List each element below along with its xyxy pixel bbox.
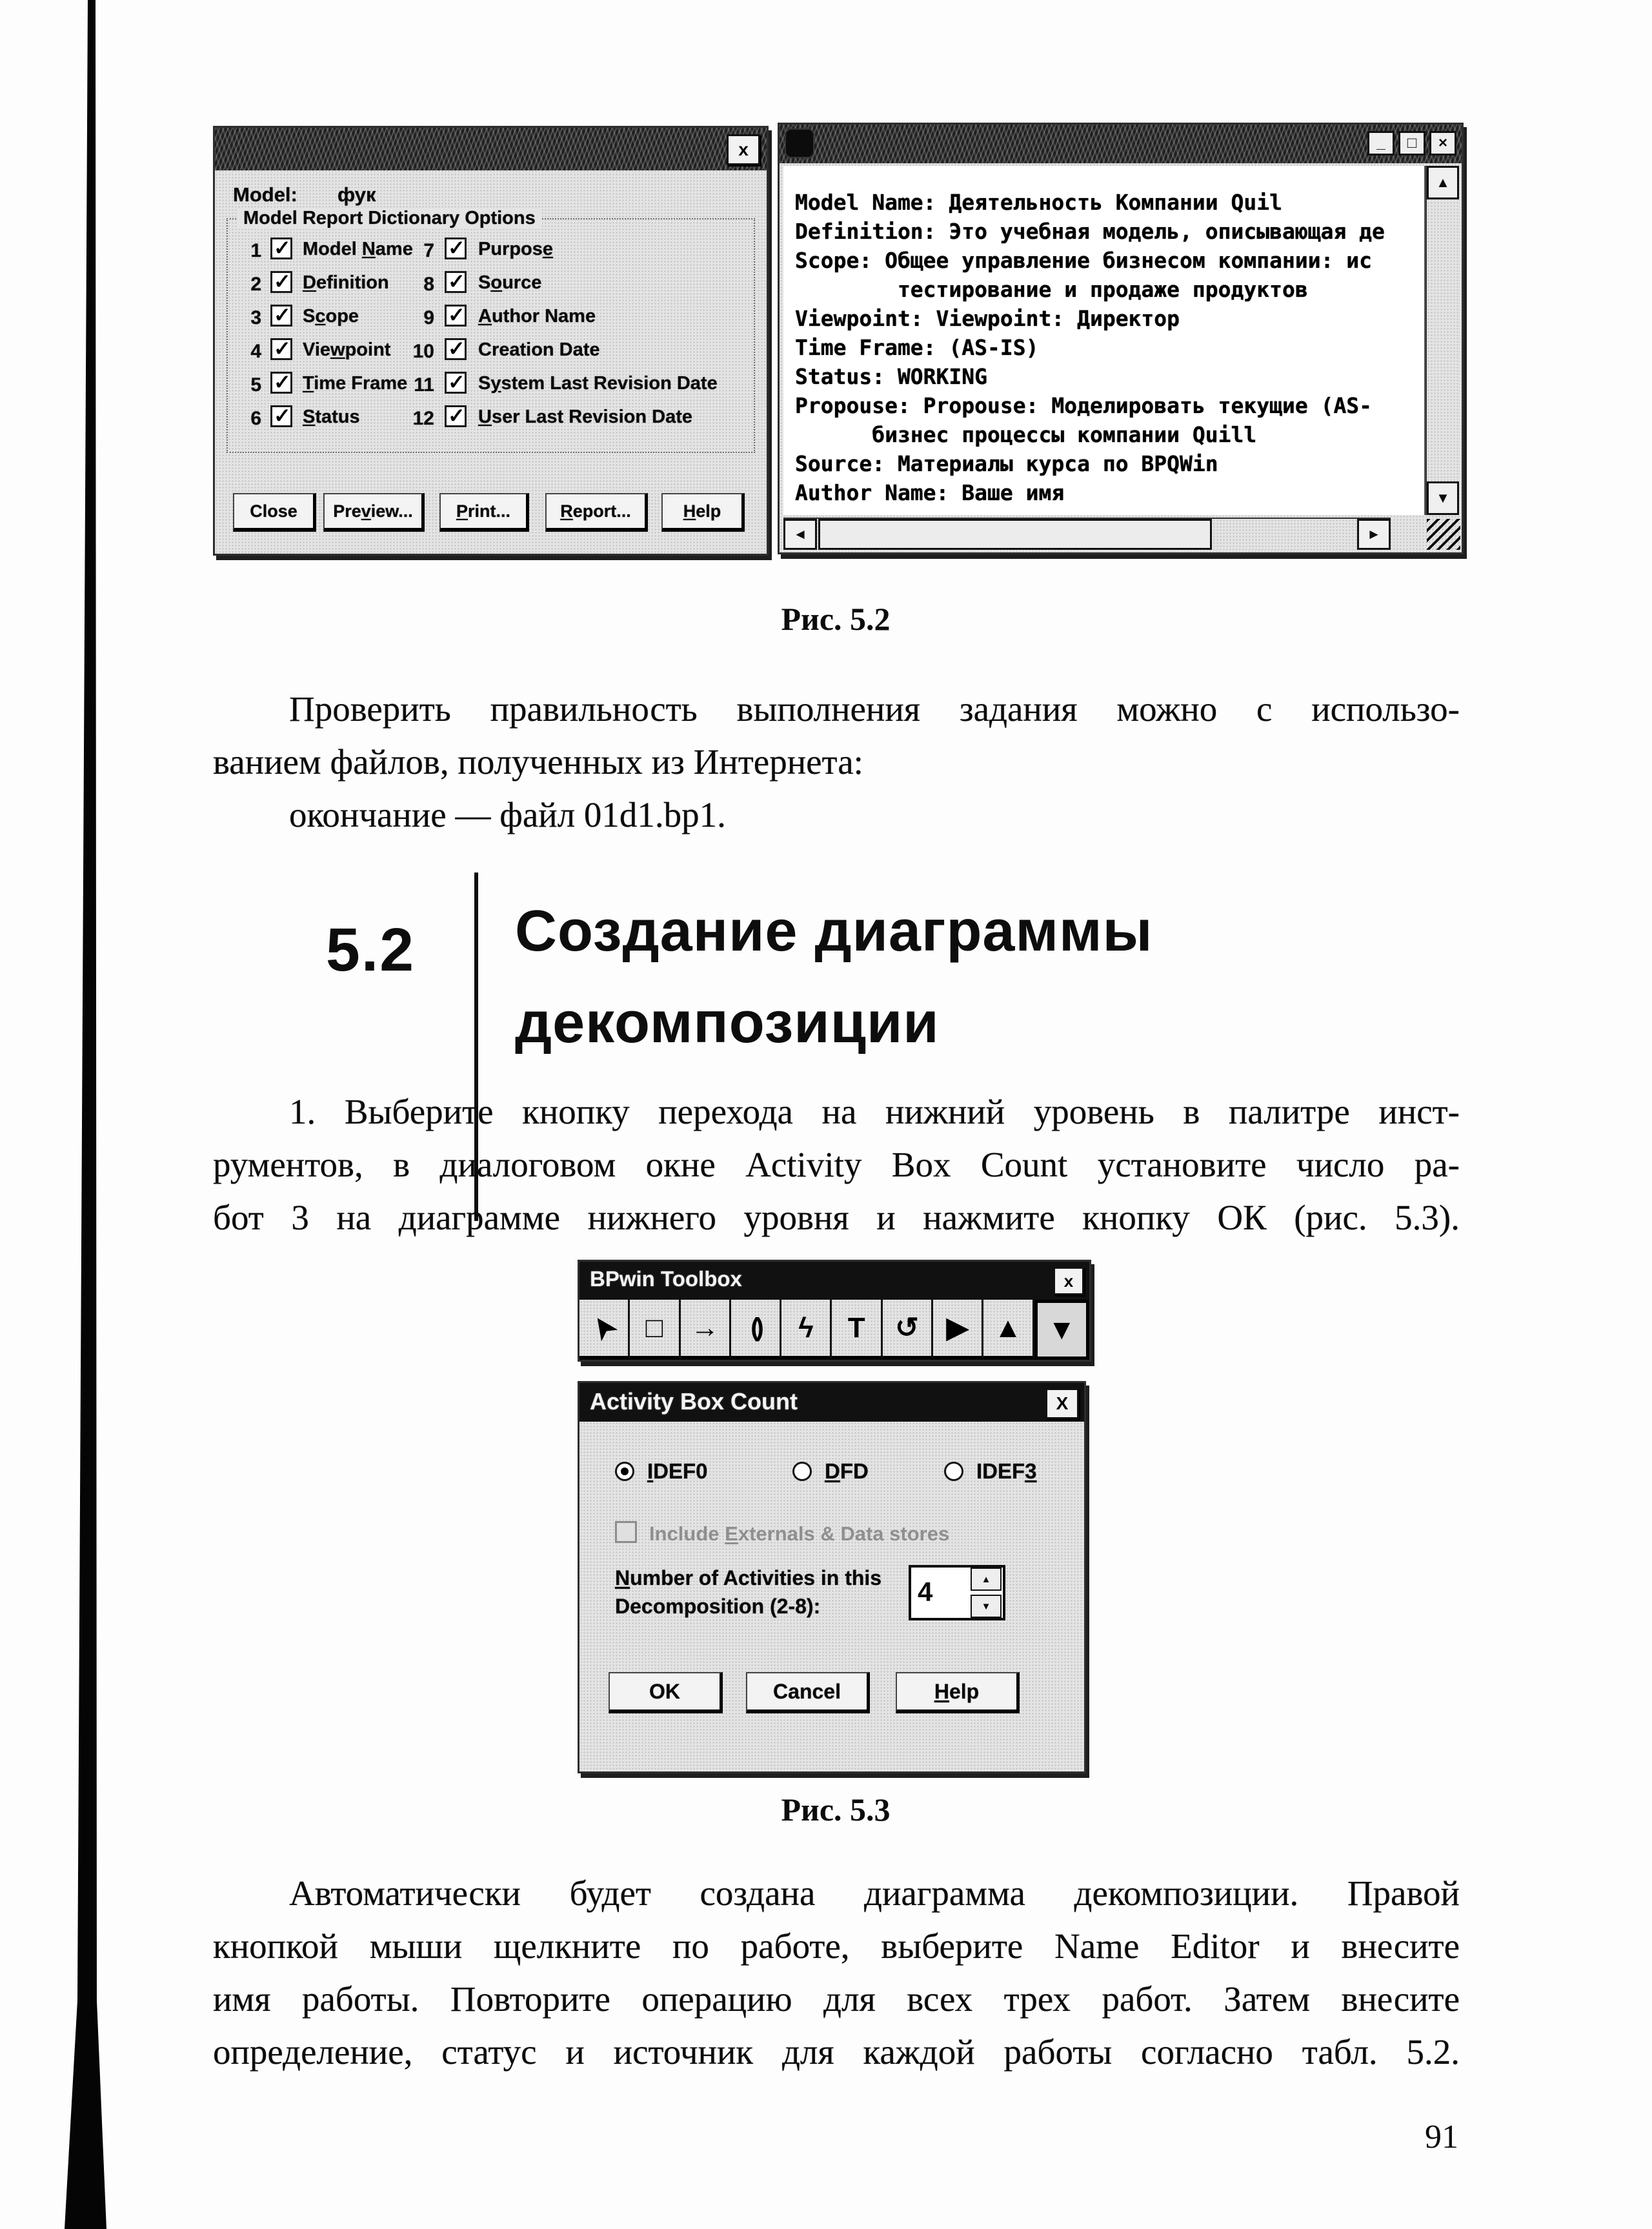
- paragraph-2: [213, 1085, 1460, 1244]
- scrollbar-thumb[interactable]: [818, 519, 1212, 550]
- section-title-line: Создание диаграммы: [515, 899, 1153, 963]
- checkbox-label: Include Externals & Data stores: [649, 1522, 950, 1545]
- checkbox-creation-date[interactable]: [445, 338, 467, 360]
- text-line: 1. Выберите кнопку перехода на нижний уровень в палитре инст-: [289, 1092, 1460, 1131]
- text-line: рументов, в диалоговом окне Activity Box Count установите число ра-: [213, 1145, 1460, 1184]
- activity-box-tool-icon[interactable]: □: [630, 1300, 680, 1360]
- option-number: 3: [250, 307, 261, 328]
- report-line: бизнес процессы компании Quill: [795, 422, 1257, 447]
- checkbox-viewpoint[interactable]: [270, 338, 292, 360]
- report-line: Author Name: Ваше имя: [795, 480, 1065, 505]
- model-report-dialog: [213, 126, 769, 556]
- checkbox-user-last-revision[interactable]: [445, 405, 467, 427]
- radio-dfd[interactable]: [792, 1462, 812, 1481]
- text-line: имя работы. Повторите операцию для всех трех работ. Затем внесите: [213, 1979, 1460, 2019]
- goto-child-tool-icon[interactable]: ▶: [933, 1300, 983, 1360]
- checkbox-author-name[interactable]: [445, 305, 467, 327]
- report-line: Status: WORKING: [795, 364, 988, 389]
- option-label: Source: [478, 272, 542, 293]
- option-number: 4: [250, 341, 261, 362]
- report-line: Viewpoint: Viewpoint: Директор: [795, 306, 1180, 331]
- checkbox-scope[interactable]: [270, 305, 292, 327]
- activity-box-count-dialog: [578, 1381, 1086, 1773]
- option-label: Creation Date: [478, 339, 600, 360]
- option-number: 11: [414, 374, 434, 396]
- option-label: Scope: [303, 306, 359, 327]
- spinner-up-icon[interactable]: ▲: [971, 1568, 1002, 1591]
- scan-spine-artifact: [0, 0, 129, 2229]
- report-line: тестирование и продаже продуктов: [795, 277, 1308, 302]
- horizontal-scrollbar[interactable]: [783, 518, 1391, 550]
- cancel-button[interactable]: Cancel: [746, 1672, 870, 1713]
- report-line: Model Name: Деятельность Компании Quil: [795, 190, 1282, 215]
- toolbox-titlebar: [579, 1262, 1089, 1298]
- preview-button[interactable]: Pre v iew...: [323, 493, 425, 532]
- arrow-tool-icon[interactable]: →: [681, 1300, 731, 1360]
- close-icon[interactable]: x: [1053, 1267, 1084, 1295]
- resize-grip[interactable]: [1427, 519, 1460, 550]
- vertical-scrollbar[interactable]: [1425, 166, 1459, 515]
- option-label: Purpose: [478, 239, 554, 259]
- report-line: Source: Материалы курса по BPQWin: [795, 451, 1218, 476]
- option-number: 12: [412, 408, 434, 429]
- option-number: 6: [250, 408, 261, 429]
- checkbox-purpose[interactable]: [445, 237, 467, 259]
- text-line: ванием файлов, полученных из Интернета:: [213, 742, 863, 782]
- option-number: 1: [250, 240, 261, 261]
- report-window-titlebar: [780, 125, 1462, 163]
- model-report-preview-window: [778, 123, 1464, 554]
- text-line: кнопкой мыши щелкните по работе, выберите Name Editor и внесите: [213, 1926, 1460, 1966]
- page-number: 91: [1425, 2119, 1458, 2155]
- checkbox-include-externals[interactable]: [615, 1521, 637, 1543]
- option-label: Viewpoint: [303, 339, 391, 360]
- close-icon[interactable]: ×: [1429, 131, 1456, 156]
- section-number: 5.2: [326, 916, 416, 984]
- report-line: Time Frame: (AS-IS): [795, 335, 1039, 360]
- report-line: Definition: Это учебная модель, описывающая де: [795, 219, 1385, 244]
- minimize-icon[interactable]: _: [1367, 131, 1395, 156]
- ok-button[interactable]: OK: [609, 1672, 723, 1713]
- bpwin-toolbox-window: [578, 1260, 1091, 1362]
- section-title-line: декомпозиции: [515, 991, 940, 1055]
- spinner-down-icon[interactable]: ▼: [971, 1595, 1002, 1618]
- print-button[interactable]: P rint...: [439, 493, 529, 532]
- goto-parent-tool-icon[interactable]: ▲: [983, 1300, 1034, 1360]
- option-label: Definition: [303, 272, 389, 293]
- option-number: 10: [412, 341, 434, 362]
- option-label: Status: [303, 407, 360, 427]
- radio-idef3-label: IDEF3: [976, 1459, 1037, 1483]
- option-number: 7: [423, 240, 434, 261]
- close-icon[interactable]: x: [727, 134, 760, 165]
- checkbox-status[interactable]: [270, 405, 292, 427]
- window-icon: [786, 130, 813, 157]
- checkbox-time-frame[interactable]: [270, 372, 292, 394]
- activity-dialog-title: Activity Box Count: [590, 1388, 798, 1415]
- option-label: Author Name: [478, 306, 596, 327]
- spinner-value: 4: [918, 1577, 933, 1607]
- paragraph-1: [213, 683, 1460, 842]
- figure-5-2-caption: Рис. 5.2: [781, 601, 891, 637]
- report-line: Propouse: Propouse: Моделировать текущие (AS-: [795, 393, 1373, 418]
- checkbox-model-name[interactable]: [270, 237, 292, 259]
- report-line: Scope: Общее управление бизнесом компании: ис: [795, 248, 1373, 273]
- text-line: Автоматически будет создана диаграмма декомпозиции. Правой: [289, 1873, 1460, 1913]
- model-report-titlebar: [215, 128, 767, 170]
- activity-count-label-line1: Number of Activities in this: [615, 1566, 882, 1589]
- goto-down-tool-icon[interactable]: ▼: [1034, 1300, 1089, 1360]
- activity-count-label-line2: Decomposition (2-8):: [615, 1595, 821, 1618]
- model-value: фук: [337, 183, 376, 206]
- text-line: определение, статус и источник для каждой работы согласно табл. 5.2.: [213, 2032, 1460, 2072]
- figure-5-3-caption: Рис. 5.3: [781, 1791, 891, 1828]
- scroll-right-icon[interactable]: ►: [1357, 519, 1391, 550]
- paragraph-3: [213, 1867, 1460, 2079]
- text-line: окончание — файл 01d1.bp1.: [289, 795, 726, 834]
- option-label: Time Frame: [303, 373, 408, 394]
- activity-dialog-titlebar: [579, 1383, 1084, 1422]
- maximize-icon[interactable]: □: [1398, 131, 1425, 156]
- group-title: Model Report Dictionary Options: [237, 208, 542, 229]
- report-text-area: [783, 166, 1425, 515]
- checkbox-source[interactable]: [445, 271, 467, 293]
- section-title: [515, 885, 1153, 1069]
- text-line: бот 3 на диаграмме нижнего уровня и нажмите кнопку ОК (рис. 5.3).: [213, 1198, 1460, 1237]
- radio-idef0-label: IDEF0: [647, 1459, 708, 1483]
- squiggle-tool-icon[interactable]: (): [731, 1300, 781, 1360]
- option-number: 5: [250, 374, 261, 396]
- lightning-tool-icon[interactable]: ϟ: [781, 1300, 832, 1360]
- radio-dfd-label: DFD: [825, 1459, 869, 1483]
- option-label: System Last Revision Date: [478, 373, 718, 394]
- help-button[interactable]: H elp: [896, 1672, 1020, 1713]
- report-button[interactable]: R eport...: [545, 493, 648, 532]
- option-label: Model Name: [303, 239, 413, 259]
- checkbox-definition[interactable]: [270, 271, 292, 293]
- text-tool-icon[interactable]: T: [832, 1300, 882, 1360]
- option-number: 8: [423, 274, 434, 295]
- rotate-tool-icon[interactable]: ↺: [883, 1300, 933, 1360]
- pointer-tool-icon[interactable]: ➤: [579, 1300, 630, 1360]
- radio-idef0[interactable]: [615, 1462, 634, 1481]
- radio-idef3[interactable]: [944, 1462, 963, 1481]
- dictionary-options-group: [227, 208, 755, 453]
- scroll-up-icon[interactable]: ▲: [1427, 166, 1459, 199]
- activity-count-spinner[interactable]: [909, 1565, 1005, 1620]
- checkbox-system-last-revision[interactable]: [445, 372, 467, 394]
- scroll-down-icon[interactable]: ▼: [1427, 481, 1459, 515]
- option-label: User Last Revision Date: [478, 407, 693, 427]
- model-label: Model:: [233, 183, 297, 206]
- option-number: 2: [250, 274, 261, 295]
- help-button[interactable]: H elp: [661, 493, 745, 532]
- close-icon[interactable]: X: [1045, 1388, 1079, 1419]
- toolbox-toolbar: [579, 1298, 1089, 1360]
- option-number: 9: [423, 307, 434, 328]
- close-button[interactable]: Close: [233, 493, 316, 532]
- text-line: Проверить правильность выполнения задания можно с использо-: [289, 689, 1460, 729]
- scroll-left-icon[interactable]: ◄: [783, 519, 817, 550]
- toolbox-title: BPwin Toolbox: [590, 1267, 742, 1291]
